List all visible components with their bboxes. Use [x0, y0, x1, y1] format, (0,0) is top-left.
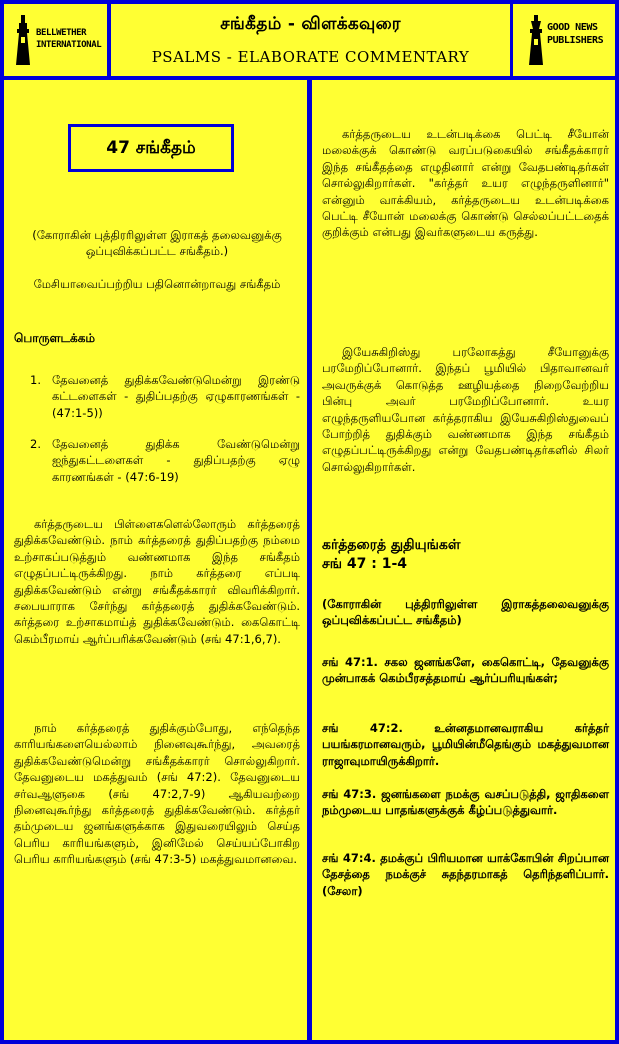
- body-paragraph: இயேசுகிறிஸ்து பரலோகத்து சீயோனுக்கு பரமேறிப்போனார். இந்தப் பூமியில் பிதாவானவர் அவருக்குக் கொடுத்த ஊழியத்தை நிறைவேற்றிய பின்பு அவர் பரமேறிப்போனார். உயர எழுந்தருளியபோன கர்த்தராகிய இயேசுகிறிஸ்துவைப் போற்றித் துதிக்கும் வண்ணமாக இந்த சங்கீதம் எழுதப்பட்டிருக்கிறது என்று வேதபண்டிதர்களில் சிலர் சொல்லுகிறார்கள்.: [322, 345, 609, 474]
- title-tamil: சங்கீதம் - விளக்கவுரை: [220, 14, 401, 34]
- verse-text: சங் 47:2. உன்னதமானவராகிய கர்த்தர் பயங்கரமானவரும், பூமியின்மீதெங்கும் மகத்துவமான ராஜாவுமாயிருக்கிறார்.: [322, 721, 609, 768]
- verse-text: சங் 47:1. சகல ஜனங்களே, கைகொட்டி, தேவனுக்கு முன்பாகக் கெம்பீரசத்தமாய் ஆர்ப்பரியுங்கள்;: [322, 655, 609, 686]
- messiah-note: மேசியாவைப்பற்றிய பதினொன்றாவது சங்கீதம்: [33, 277, 281, 291]
- good-news-logo-line1: GOOD NEWS: [547, 22, 598, 33]
- good-news-logo-line2: PUBLISHERS: [547, 35, 604, 46]
- good-news-tower-icon: [527, 15, 545, 65]
- right-column: [312, 80, 615, 1040]
- body-paragraph: நாம் கர்த்தரைத் துதிக்கும்போது, எந்தெந்த காரியங்களையெல்லாம் நினைவுகூர்ந்து, அவரைத் துதிக்கவேண்டுமென்று சங்கீதக்காரர் சொல்லுகிறார். தேவனுடைய மகத்துவம் (சங் 47:2). தேவனுடைய சர்வஆளுகை (சங் 47:2,7-9) ஆகியவற்றை நினைவுகூர்ந்து கர்த்தரைத் துதிக்கவேண்டும். கர்த்தர் தம்முடைய ஜனங்களுக்காக இதுவரையிலும் செய்த பெரிய காரியங்களும், இனிமேல் செய்யப்போகிற பெரிய காரியங்களும் (சங் 47:3-5) மகத்துவமானவை.: [14, 721, 300, 867]
- bellwether-logo-line2: INTERNATIONAL: [36, 40, 102, 50]
- contents-item-text: தேவனைத் துதிக்க வேண்டுமென்று ஐந்துகட்டளைகள் - துதிப்பதற்கு ஏழு காரணங்கள் - (47:6-19): [52, 437, 300, 484]
- contents-item-text: தேவனைத் துதிக்கவேண்டுமென்று இரண்டு கட்டளைகள் - துதிப்பதற்கு ஏழுகாரணங்கள் - (47:1-5)): [52, 373, 300, 420]
- contents-item-number: 2.: [30, 437, 41, 451]
- left-column: [4, 80, 307, 1040]
- bellwether-tower-icon: [14, 15, 32, 65]
- psalm-subtitle: (கோராகின் புத்திரரிலுள்ள இராகத் தலைவனுக்கு ஒப்புவிக்கப்பட்ட சங்கீதம்.): [32, 228, 282, 259]
- section-heading-reference: சங் 47 : 1-4: [322, 556, 408, 572]
- chapter-title: 47 சங்கீதம்: [68, 124, 234, 172]
- contents-heading: பொருளடக்கம்: [14, 331, 96, 345]
- title-english: PSALMS - ELABORATE COMMENTARY: [151, 48, 470, 66]
- bellwether-logo-line1: BELLWETHER: [36, 28, 87, 38]
- section-heading-title: கர்த்தரைத் துதியுங்கள்: [322, 537, 461, 553]
- good-news-logo: [513, 4, 615, 76]
- psalm-inscription: (கோராகின் புத்திரரிலுள்ள இராகத்தலைவனுக்கு ஒப்புவிக்கப்பட்ட சங்கீதம்): [322, 597, 609, 628]
- verse-text: சங் 47:3. ஜனங்களை நமக்கு வசப்படுத்தி, ஜாதிகளை நம்முடைய பாதங்களுக்குக் கீழ்ப்படுத்துவார்.: [322, 787, 609, 818]
- page-title: [111, 4, 510, 76]
- body-paragraph: கர்த்தருடைய உடன்படிக்கை பெட்டி சீயோன் மலைக்குக் கொண்டு வரப்படுகையில் சங்கீதக்காரர் இந்த சங்கீதத்தை எழுதினார் என்று வேதபண்டிதர்கள் சொல்லுகிறார்கள். "கர்த்தர் உயர எழுந்தருளினார்" என்னும் வாக்கியம், கர்த்தருடைய உடன்படிக்கை பெட்டி சீயோன் மலைக்கு கொண்டு செல்லப்பட்டதைக் குறிக்கும் என்பது இவர்களுடைய கருத்து.: [322, 127, 609, 240]
- contents-item: [30, 372, 300, 421]
- contents-item-number: 1.: [30, 373, 41, 387]
- body-paragraph: கர்த்தருடைய பிள்ளைகளெல்லோரும் கர்த்தரைத் துதிக்கவேண்டும். நாம் கர்த்தரைத் துதிப்பதற்கு நம்மை உற்சாகப்படுத்தும் வண்ணமாக இந்த சங்கீதம் எழுதப்பட்டிருக்கிறது. நாம் கர்த்தரை எப்படி துதிக்கவேண்டும் என்று சங்கீதக்காரர் விவரிக்கிறார். சபையாராக சேர்ந்து கர்த்தரைத் துதிக்கவேண்டும். கர்த்தரை உற்சாகமாய்த் துதிக்கவேண்டும். கைகொட்டி கெம்பீரமாய் ஆர்ப்பரிக்கவேண்டும் (சங் 47:1,6,7).: [14, 517, 300, 646]
- contents-item: [30, 436, 300, 485]
- verse-text: சங் 47:4. தமக்குப் பிரியமான யாக்கோபின் சிறப்பான தேசத்தை நமக்குச் சுதந்தரமாகத் தெரிந்தளிப்பார். (சேலா): [322, 851, 609, 898]
- bellwether-logo: [4, 4, 107, 76]
- section-heading: [322, 536, 609, 574]
